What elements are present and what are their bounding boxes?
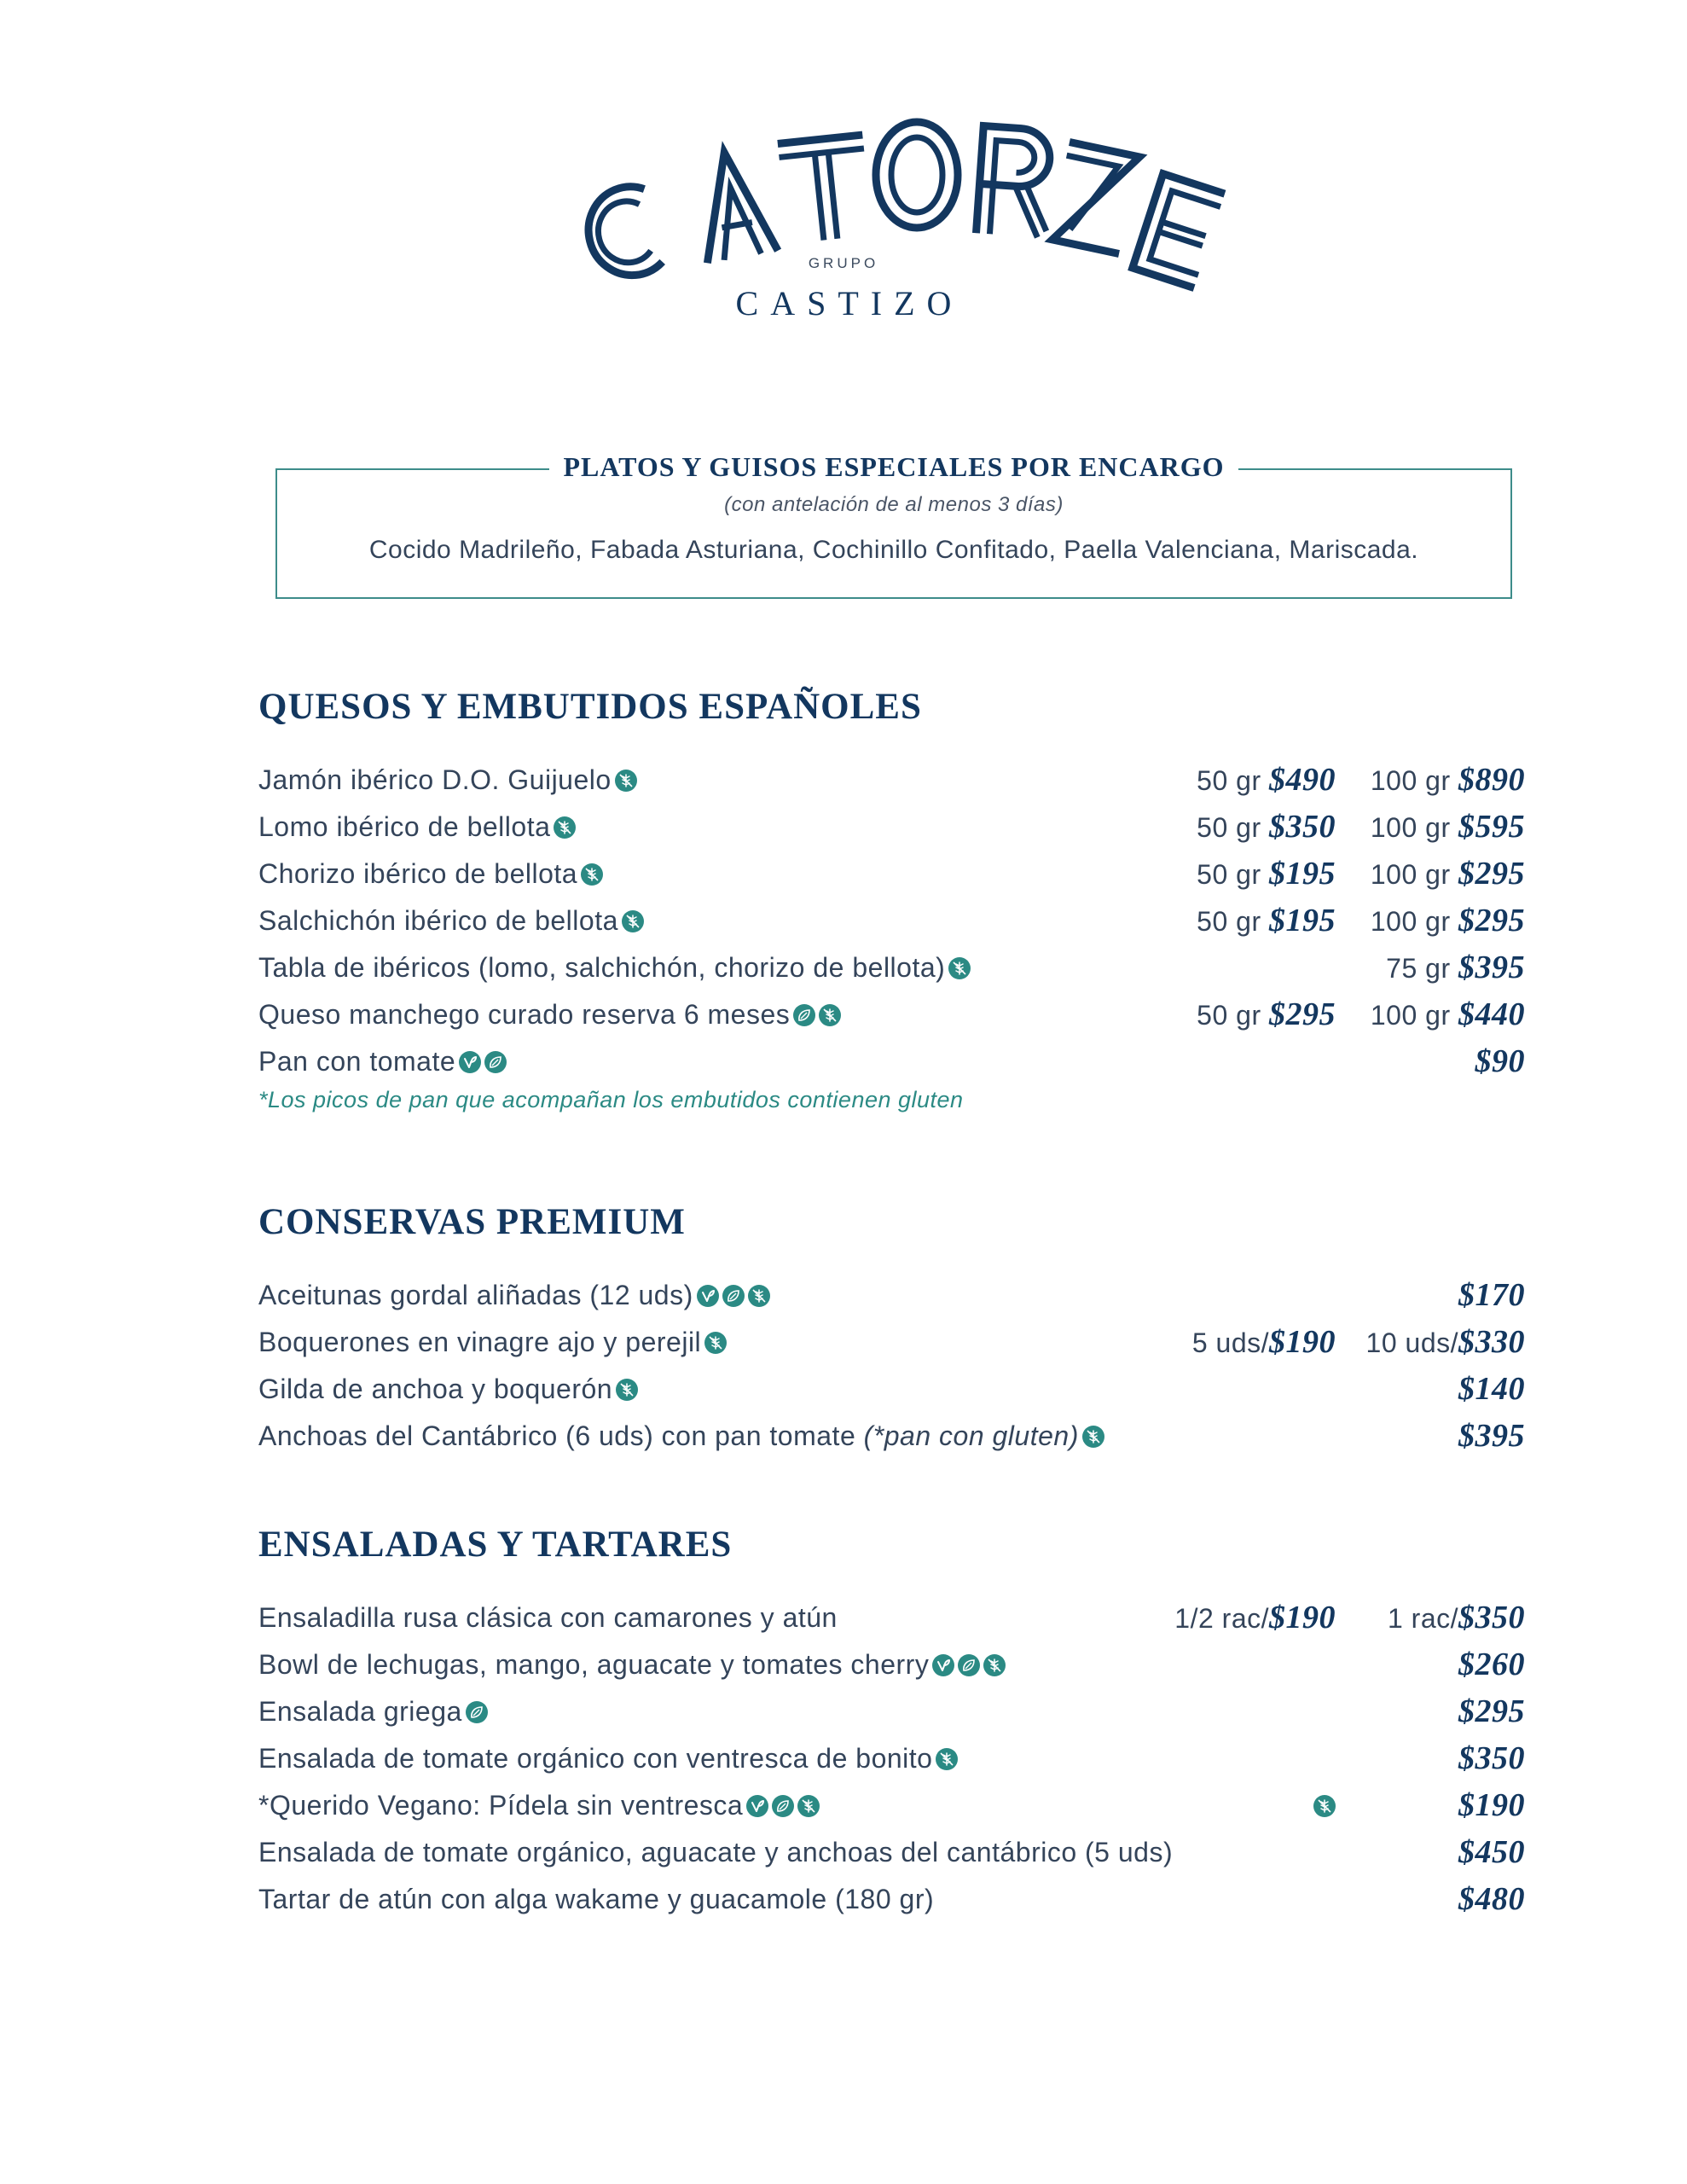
price: $140 [1458, 1371, 1525, 1407]
menu-item-name: Chorizo ibérico de bellota [258, 858, 578, 889]
menu-item [258, 1829, 1525, 1876]
portion-size: 100 gr [1370, 765, 1451, 796]
price: $330 [1458, 1324, 1525, 1360]
price-option-large [1366, 1319, 1525, 1367]
menu-item-name: Ensaladilla rusa clásica con camarones y atún [258, 1602, 838, 1633]
price-option-large [1386, 944, 1525, 992]
price: $350 [1458, 1740, 1525, 1776]
menu-item-name: Tabla de ibéricos (lomo, salchichón, chorizo de bellota) [258, 952, 946, 983]
price: $395 [1458, 950, 1525, 985]
specials-box [275, 451, 1512, 599]
price: $350 [1458, 1600, 1525, 1635]
gluten-free-icon [748, 1285, 770, 1307]
menu-item-name-group [258, 1594, 838, 1641]
portion-size: 75 gr [1386, 953, 1451, 984]
menu-item [258, 897, 1525, 944]
vegetarian-leaf-icon [484, 1051, 507, 1073]
menu-item-name: Aceitunas gordal aliñadas (12 uds) [258, 1280, 693, 1310]
menu-item-name: Ensalada griega [258, 1696, 462, 1727]
price-option-large [1458, 1272, 1525, 1320]
price: $295 [1458, 1693, 1525, 1729]
vegetarian-leaf-icon [958, 1654, 980, 1676]
menu-item-name-group [258, 757, 637, 804]
menu-item-name: Anchoas del Cantábrico (6 uds) con pan tomate [258, 1420, 856, 1451]
menu-item-name-group [258, 1688, 488, 1735]
portion-size: 1 rac/ [1387, 1603, 1458, 1634]
menu-item-name: Ensalada de tomate orgánico, aguacate y anchoas del cantábrico (5 uds) [258, 1837, 1174, 1867]
menu-item-name: Bowl de lechugas, mango, aguacate y tomates cherry [258, 1649, 930, 1680]
menu-item [258, 1366, 1525, 1413]
menu-item-name-group [258, 1366, 638, 1413]
menu-item-name: Ensalada de tomate orgánico con ventresca de bonito [258, 1743, 933, 1774]
price: $190 [1458, 1787, 1525, 1823]
price-option-large [1371, 757, 1525, 804]
price: $260 [1458, 1647, 1525, 1682]
menu-item [258, 1641, 1525, 1688]
menu-item-name-group [258, 897, 644, 944]
menu-item [258, 757, 1525, 804]
logo-group-label: GRUPO [808, 255, 879, 271]
menu-item-name-group [258, 944, 971, 991]
gluten-free-icon [1082, 1426, 1104, 1448]
menu-item-list [258, 757, 1525, 1119]
vegetarian-leaf-icon [722, 1285, 745, 1307]
menu-item-name: Jamón ibérico D.O. Guijuelo [258, 764, 612, 795]
menu-item [258, 1038, 1525, 1085]
specials-title [277, 451, 1510, 483]
menu-item [258, 1594, 1525, 1641]
section-conservas-premium [258, 1197, 1525, 1460]
portion-size: 50 gr [1197, 1000, 1261, 1031]
price-option-large [1371, 991, 1525, 1039]
price: $90 [1475, 1043, 1525, 1079]
menu-item-name: Tartar de atún con alga wakame y guacamole (180 gr) [258, 1884, 935, 1914]
portion-size: 50 gr [1197, 765, 1261, 796]
logo [0, 0, 1687, 358]
price: $195 [1269, 856, 1336, 892]
menu-item [258, 1413, 1525, 1460]
price-option-large [1388, 1594, 1525, 1642]
portion-size: 5 uds/ [1191, 1327, 1269, 1358]
vegetarian-leaf-icon [466, 1701, 488, 1723]
gluten-free-icon [797, 1795, 820, 1817]
price: $295 [1458, 856, 1525, 892]
menu-item-name: Boquerones en vinagre ajo y perejil [258, 1327, 702, 1357]
vegetarian-leaf-icon [772, 1795, 794, 1817]
menu-item-name: Lomo ibérico de bellota [258, 811, 551, 842]
portion-size: 10 uds/ [1365, 1327, 1458, 1358]
price-option-large [1458, 1829, 1525, 1877]
gluten-free-icon [1313, 1795, 1336, 1817]
gluten-free-icon [616, 1379, 638, 1401]
price: $295 [1458, 903, 1525, 938]
gluten-free-icon [622, 910, 644, 932]
price: $595 [1458, 809, 1525, 845]
menu-item [258, 991, 1525, 1038]
price-option-large [1458, 1735, 1525, 1783]
price: $890 [1458, 762, 1525, 798]
portion-size: 100 gr [1370, 1000, 1451, 1031]
vegan-icon [459, 1051, 481, 1073]
vegetarian-leaf-icon [793, 1004, 815, 1026]
menu-item [258, 1272, 1525, 1319]
gluten-free-icon [983, 1654, 1006, 1676]
menu-item [258, 1688, 1525, 1735]
price: $190 [1269, 1324, 1336, 1360]
vegan-icon [746, 1795, 768, 1817]
menu-item-name: Pan con tomate [258, 1046, 456, 1077]
menu-item [258, 1782, 1525, 1829]
price: $350 [1269, 809, 1336, 845]
specials-note: (con antelación de al menos 3 días) [724, 493, 1064, 516]
price: $295 [1269, 996, 1336, 1032]
price-option-large [1458, 1876, 1525, 1924]
menu-item-name-group [258, 1641, 1006, 1688]
section-quesos-embutidos [258, 682, 1525, 1119]
menu-item [258, 1735, 1525, 1782]
gluten-free-icon [615, 770, 637, 792]
menu-item-name: *Querido Vegano: Pídela sin ventresca [258, 1790, 744, 1821]
menu-item-list [258, 1272, 1525, 1460]
section-title: CONSERVAS PREMIUM [258, 1202, 686, 1242]
menu-item-name-group [258, 991, 841, 1038]
section-ensaladas-tartares [258, 1519, 1525, 1923]
menu-item-name-group [258, 1876, 934, 1923]
section-footnote: *Los picos de pan que acompañan los embutidos contienen gluten [258, 1087, 964, 1112]
price: $195 [1269, 903, 1336, 938]
menu-item-name-group [258, 1829, 1173, 1876]
menu-item-note: (*pan con gluten) [863, 1420, 1079, 1451]
menu-item-name-group [258, 1735, 958, 1782]
price-option-large [1371, 897, 1525, 945]
menu-item-name-group [258, 1413, 1104, 1460]
price: $170 [1458, 1277, 1525, 1313]
section-title: ENSALADAS Y TARTARES [258, 1525, 733, 1565]
price-option-small [1197, 757, 1336, 804]
gluten-free-icon [819, 1004, 841, 1026]
specials-list: Cocido Madrileño, Fabada Asturiana, Cochinillo Confitado, Paella Valenciana, Mariscada. [368, 536, 1419, 564]
price-option-large [1458, 1366, 1525, 1414]
menu-item-name-group [258, 851, 603, 897]
price-option-small [1197, 991, 1336, 1039]
gluten-free-icon [936, 1748, 958, 1770]
portion-size: 50 gr [1197, 812, 1261, 843]
menu-item [258, 851, 1525, 897]
menu-item-name-group [258, 1782, 820, 1829]
menu-item-name: Gilda de anchoa y boquerón [258, 1374, 613, 1404]
price-option-small [1197, 851, 1336, 898]
menu-item [258, 804, 1525, 851]
price-option-small [1197, 897, 1336, 945]
price-option-small [1174, 1594, 1336, 1642]
price-option-large [1458, 1641, 1525, 1689]
price-option-large [1371, 804, 1525, 851]
price-option-small [1192, 1319, 1336, 1367]
price: $440 [1458, 996, 1525, 1032]
price: $480 [1458, 1881, 1525, 1917]
menu-item [258, 1876, 1525, 1923]
portion-size: 1/2 rac/ [1174, 1603, 1269, 1634]
menu-item-name: Queso manchego curado reserva 6 meses [258, 999, 791, 1030]
price-option-large [1475, 1038, 1526, 1086]
menu-item-name-group [258, 1319, 727, 1366]
portion-size: 100 gr [1370, 812, 1451, 843]
gluten-free-icon [581, 863, 603, 886]
logo-group-name: CASTIZO [735, 284, 964, 322]
vegan-icon [697, 1285, 719, 1307]
specials-title-text: PLATOS Y GUISOS ESPECIALES POR ENCARGO [549, 451, 1238, 482]
menu-item-name-group [258, 804, 576, 851]
price: $190 [1269, 1600, 1336, 1635]
price-option-large [1458, 1782, 1525, 1830]
extra-diet-icon-wrap [1310, 1782, 1336, 1829]
menu-item-list [258, 1594, 1525, 1923]
price-option-large [1458, 1413, 1525, 1461]
price-option-large [1458, 1688, 1525, 1736]
menu-item-name: Salchichón ibérico de bellota [258, 905, 618, 936]
menu-item [258, 1319, 1525, 1366]
menu-item-name-group [258, 1038, 507, 1085]
section-title: QUESOS Y EMBUTIDOS ESPAÑOLES [258, 687, 922, 727]
menu-item [258, 944, 1525, 991]
portion-size: 50 gr [1197, 859, 1261, 890]
menu-item-name-group [258, 1272, 770, 1319]
gluten-free-icon [554, 816, 576, 839]
gluten-free-icon [704, 1332, 727, 1354]
price-option-small [1197, 804, 1336, 851]
portion-size: 50 gr [1197, 906, 1261, 937]
portion-size: 100 gr [1370, 906, 1451, 937]
gluten-free-icon [948, 957, 971, 979]
price: $490 [1269, 762, 1336, 798]
price: $395 [1458, 1418, 1525, 1454]
vegan-icon [932, 1654, 954, 1676]
price: $450 [1458, 1834, 1525, 1870]
portion-size: 100 gr [1370, 859, 1451, 890]
price-option-large [1371, 851, 1525, 898]
